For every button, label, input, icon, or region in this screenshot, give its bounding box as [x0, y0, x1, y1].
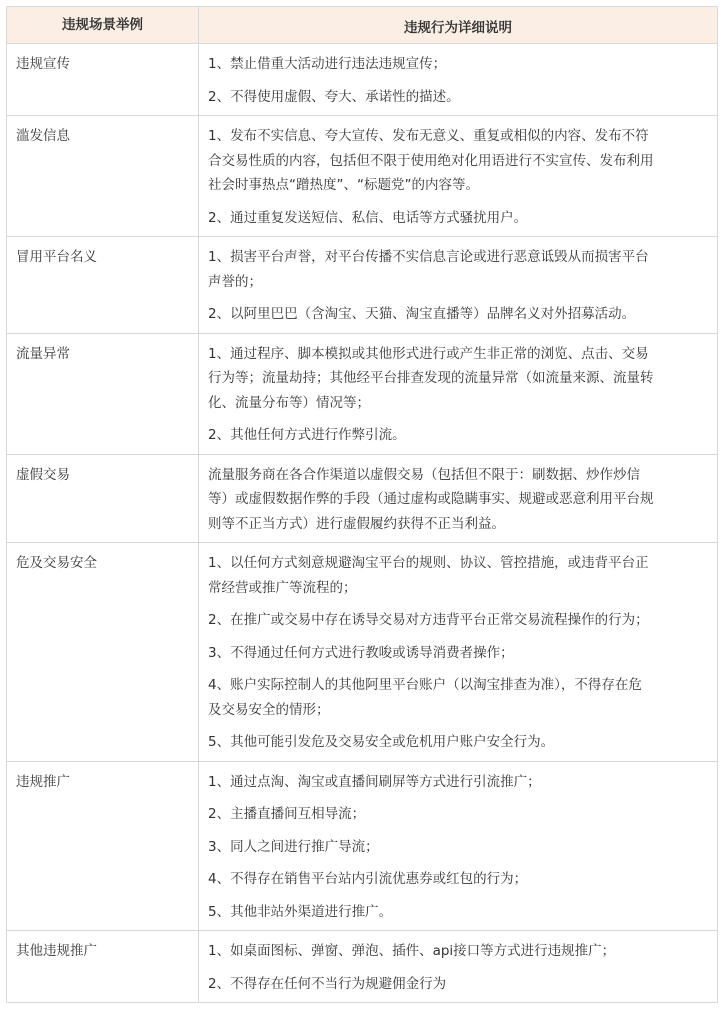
detail-cell: [199, 543, 717, 761]
table-row: [6, 931, 718, 1003]
table-row: [6, 543, 718, 762]
detail-paragraph: 5、其他可能引发危及交易安全或危机用户账户安全行为。: [208, 734, 555, 750]
scene-cell: 流量异常: [7, 334, 199, 454]
detail-paragraph: 2、在推广或交易中存在诱导交易对方违背平台正常交易流程操作的行为；: [208, 612, 649, 628]
detail-paragraph: 5、其他非站外渠道进行推广。: [208, 903, 393, 920]
detail-paragraph: 流量服务商在各合作渠道以虚假交易（包括但不限于：刷数据、炒作炒信 等）或虚假数据作弊的手段（通过虚构或隐瞒事实、规避或恶意利用平台规 则等不正当方式）进行虚假履约获得不正当利益。: [208, 466, 654, 532]
scene-cell: 违规宣传: [7, 44, 199, 115]
detail-cell: [199, 116, 717, 236]
detail-cell: [199, 334, 717, 454]
detail-paragraph: 2、其他任何方式进行作弊引流。: [208, 427, 406, 443]
scene-cell: 违规推广: [7, 762, 199, 931]
header-detail: 违规行为详细说明: [404, 20, 512, 36]
table-row: [6, 237, 718, 334]
detail-paragraph: 4、账户实际控制人的其他阿里平台账户（以淘宝排查为准），不得存在危 及交易安全的情形；: [208, 677, 642, 718]
scene-cell: 危及交易安全: [7, 543, 199, 761]
detail-paragraph: 2、不得使用虚假、夸大、承诺性的描述。: [208, 88, 460, 105]
detail-paragraph: 3、同人之间进行推广导流；: [208, 838, 379, 855]
table-body: [6, 44, 718, 1003]
detail-cell: [199, 931, 717, 1002]
detail-paragraph: 4、不得存在销售平台站内引流优惠券或红包的行为；: [208, 871, 528, 887]
detail-cell: [199, 455, 717, 543]
detail-paragraph: 1、通过程序、脚本模拟或其他形式进行或产生非正常的浏览、点击、交易 行为等；流量劫持；其他经平台排查发现的流量异常（如流量来源、流量转 化、流量分布等）情况等；: [208, 345, 654, 411]
detail-paragraph: 1、发布不实信息、夸大宣传、发布无意义、重复或相似的内容、发布不符 合交易性质的内容，包括但不限于使用绝对化用语进行不实宣传、发布利用 社会时事热点“蹭热度”、“标题党”的内容等。: [208, 128, 654, 193]
scene-cell: 冒用平台名义: [7, 237, 199, 333]
detail-paragraph: 2、通过重复发送短信、私信、电话等方式骚扰用户。: [208, 209, 528, 226]
detail-paragraph: 2、不得存在任何不当行为规避佣金行为: [208, 975, 447, 992]
detail-cell: [199, 762, 717, 931]
table-row: [6, 116, 718, 237]
scene-cell: 其他违规推广: [7, 931, 199, 1002]
detail-cell: [199, 44, 717, 115]
detail-paragraph: 1、禁止借重大活动进行违法违规宣传；: [208, 56, 447, 72]
detail-cell: [199, 237, 717, 333]
detail-paragraph: 2、以阿里巴巴（含淘宝、天猫、淘宝直播等）品牌名义对外招募活动。: [208, 306, 636, 322]
detail-paragraph: 2、主播直播间互相导流；: [208, 806, 366, 822]
scene-cell: 滥发信息: [7, 116, 199, 236]
detail-paragraph: 3、不得通过任何方式进行教唆或诱导消费者操作；: [208, 644, 514, 661]
table-header: [6, 6, 718, 44]
header-scene: 违规场景举例: [7, 7, 199, 43]
detail-paragraph: 1、通过点淘、淘宝或直播间刷屏等方式进行引流推广；: [208, 773, 541, 790]
scene-cell: 虚假交易: [7, 455, 199, 543]
table-row: [6, 44, 718, 116]
detail-paragraph: 1、损害平台声誉，对平台传播不实信息言论或进行恶意诋毁从而损害平台 声誉的；: [208, 249, 649, 290]
table-row: [6, 455, 718, 544]
table-row: [6, 334, 718, 455]
table-row: [6, 762, 718, 932]
detail-paragraph: 1、以任何方式刻意规避淘宝平台的规则、协议、管控措施，或违背平台正 常经营或推广等流程的；: [208, 555, 649, 596]
detail-paragraph: 1、如桌面图标、弹窗、弹泡、插件、api接口等方式进行违规推广；: [208, 943, 616, 959]
rules-table: [6, 6, 718, 1003]
